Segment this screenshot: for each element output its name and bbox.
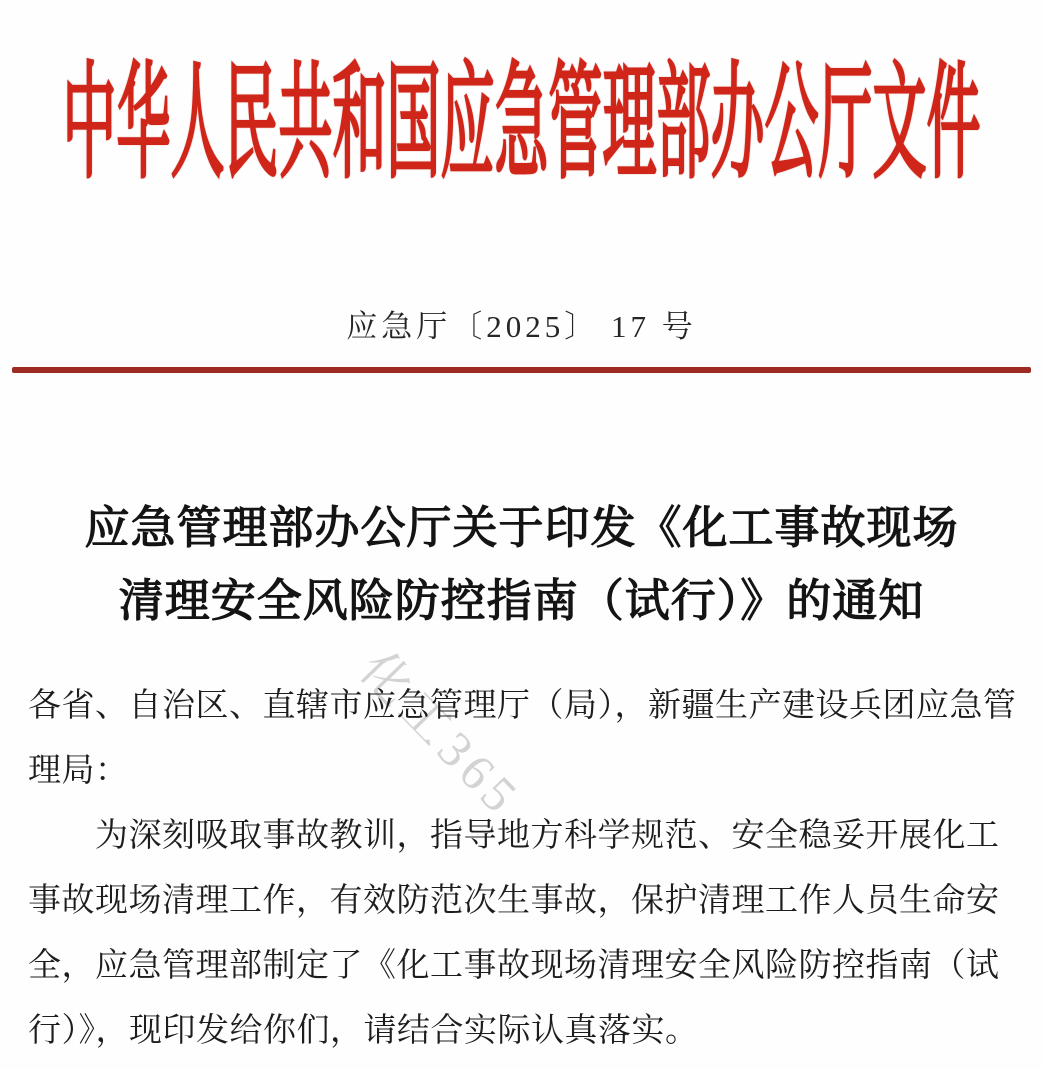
watermark: 化工365: [349, 640, 532, 827]
body-paragraph-line-3: 全，应急管理部制定了《化工事故现场清理安全风险防控指南（试: [28, 948, 1000, 984]
document-letterhead: [0, 53, 1043, 195]
body-paragraph-line-4: 行）》，现印发给你们，请结合实际认真落实。: [28, 1013, 699, 1049]
document-title: [0, 492, 1043, 638]
document-title-line-1: 应急管理部办公厅关于印发《化工事故现场: [84, 503, 959, 553]
doc-number: 应急厅〔2025〕 17 号: [346, 309, 697, 344]
letterhead-text: 中华人民共和国应急管理部办公厅文件: [62, 53, 981, 195]
body-paragraph-line-1: 为深刻吸取事故教训，指导地方科学规范、安全稳妥开展化工: [95, 818, 1000, 854]
salutation-line-1: 各省、自治区、直辖市应急管理厅（局），新疆生产建设兵团应急管: [28, 688, 1017, 724]
document-body: [28, 674, 1018, 1064]
body-paragraph-line-2: 事故现场清理工作，有效防范次生事故，保护清理工作人员生命安: [28, 883, 1000, 919]
salutation-line-2: 理局：: [28, 753, 129, 789]
document-title-line-2: 清理安全风险防控指南（试行）》的通知: [118, 576, 925, 626]
red-divider-line: [12, 367, 1031, 373]
